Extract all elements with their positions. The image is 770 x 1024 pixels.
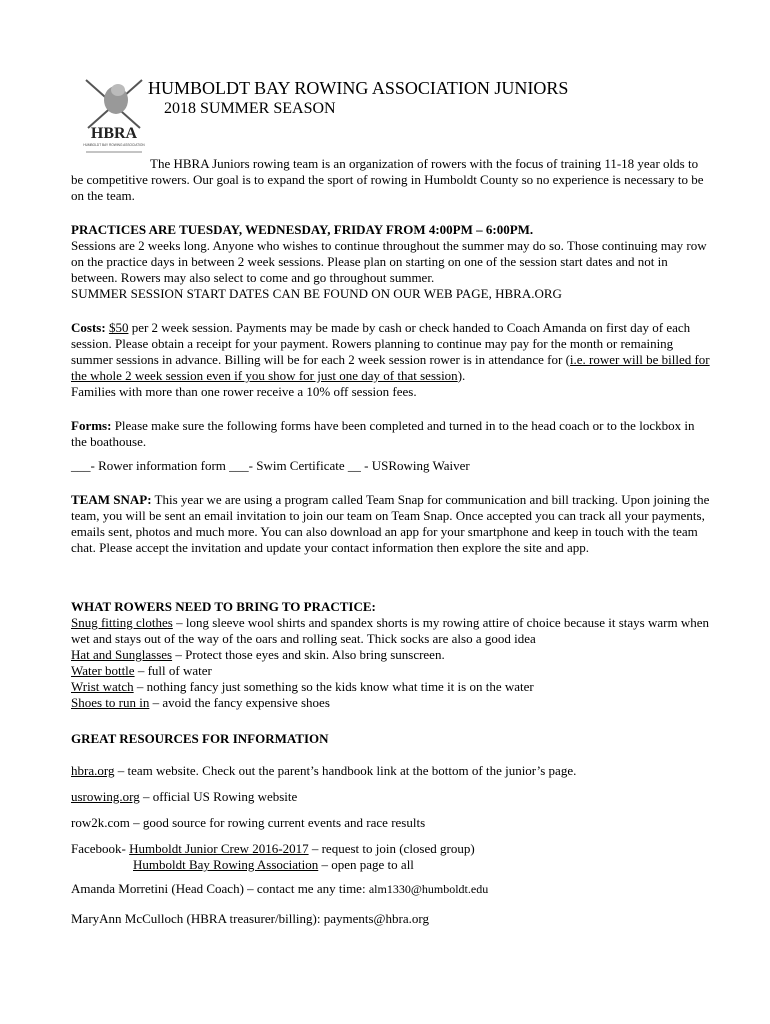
bring-item-label: Wrist watch	[71, 679, 134, 694]
costs-amount: $50	[108, 320, 129, 335]
costs-paragraph: Costs: $50 per 2 week session. Payments may be made by cash or check handed to Coach Amanda on first day of each session. Please obtain a receipt for your payment. Rowers planning to continue may pay for the month or remaining summer sessions in advance. Billing will be for each 2 week session rower is in attendance for (i.e. rower will be billed for the whole 2 week session even if you show for just one day of that session).	[71, 320, 710, 383]
forms-checklist: ___- Rower information form ___- Swim Certificate __ - USRowing Waiver	[71, 458, 470, 473]
fb-page-desc: – open page to all	[318, 857, 414, 872]
team-snap-section	[71, 492, 711, 556]
practices-body: Sessions are 2 weeks long. Anyone who wishes to continue throughout the summer may do so. Those continuing may row on the practice days in between 2 week sessions. Please plan on starting on one of the session start dates and not in between. Rowers may also select to come and go throughout summer.	[71, 238, 707, 285]
resource-row2k: row2k.com – good source for rowing current events and race results	[71, 815, 426, 830]
page-subtitle: 2018 SUMMER SEASON	[164, 100, 336, 117]
bring-item-desc: – nothing fancy just something so the kids know what time it is on the water	[133, 679, 534, 694]
coach-text: Amanda Morretini (Head Coach) – contact me any time:	[71, 881, 369, 896]
bring-item-label: Water bottle	[71, 663, 135, 678]
costs-underlined: i.e. rower will be billed for the whole 2 week session even if you show for just one day of that session	[71, 352, 710, 383]
bring-item	[71, 647, 711, 663]
resources-section	[71, 731, 711, 873]
bring-item-label: Shoes to run in	[71, 695, 150, 710]
intro-section	[71, 156, 711, 204]
bring-item-label: Hat and Sunglasses	[71, 647, 173, 662]
costs-section	[71, 320, 711, 400]
costs-label: Costs	[71, 320, 102, 335]
intro-paragraph: The HBRA Juniors rowing team is an organization of rowers with the focus of training 11-18 year olds to be competitive rowers. Our goal is to expand the sport of rowing in Humboldt County so no experience is necessary to be on the team.	[71, 156, 704, 203]
logo-subtext: HUMBOLDT BAY ROWING ASSOCIATION	[83, 143, 145, 147]
hbra-link[interactable]: hbra.org	[71, 763, 115, 778]
hbra-logo	[78, 70, 150, 160]
bring-heading: WHAT ROWERS NEED TO BRING TO PRACTICE:	[71, 599, 376, 614]
costs-body: per 2 week session. Payments may be made by cash or check handed to Coach Amanda on first day of each session. Please obtain a receipt for your payment. Rowers planning to continue may pay for the month or remaining summer sessions in advance. Billing will be for each 2 week session rower is in attendance for (	[71, 320, 691, 367]
resource-hbra	[71, 763, 711, 779]
hbra-desc: – team website. Check out the parent’s handbook link at the bottom of the junior’s page.	[114, 763, 577, 778]
forms-section	[71, 418, 711, 474]
bring-item-desc: – long sleeve wool shirts and spandex shorts is my rowing attire of choice because it stays warm when wet and stays out of the way of the oars and rolling seat. Thick socks are also a good idea	[71, 615, 709, 646]
logo-text: HBRA	[90, 125, 138, 142]
contact-coach	[71, 881, 711, 897]
bring-item-desc: – Protect those eyes and skin. Also bring sunscreen.	[172, 647, 445, 662]
team-snap-label: TEAM SNAP:	[71, 492, 152, 507]
contacts-section	[71, 881, 711, 927]
team-snap-body: This year we are using a program called Team Snap for communication and bill tracking. Upon joining the team, you will be sent an email invitation to join our team on Team Snap. Once accepted you can track all your payments, emails sent, photos and much more. You can also download an app for your smartphone and keep in touch with the team chat. Please accept the invitation and update your contact information then explore the site and app.	[71, 492, 710, 555]
practices-section	[71, 222, 711, 302]
practices-note: SUMMER SESSION START DATES CAN BE FOUND ON OUR WEB PAGE, HBRA.ORG	[71, 286, 562, 301]
costs-discount: Families with more than one rower receive a 10% off session fees.	[71, 384, 417, 399]
resource-facebook	[71, 841, 711, 857]
forms-paragraph	[71, 418, 711, 450]
usrowing-link[interactable]: usrowing.org	[71, 789, 140, 804]
costs-close: ).	[457, 368, 466, 383]
fb-group-link[interactable]: Humboldt Junior Crew 2016-2017	[129, 841, 309, 856]
resource-usrowing	[71, 789, 711, 805]
bring-item-desc: – avoid the fancy expensive shoes	[149, 695, 330, 710]
bring-item	[71, 615, 711, 647]
page-title: HUMBOLDT BAY ROWING ASSOCIATION JUNIORS	[148, 78, 569, 98]
resources-heading: GREAT RESOURCES FOR INFORMATION	[71, 731, 329, 746]
usrowing-desc: – official US Rowing website	[139, 789, 298, 804]
fb-group-desc: – request to join (closed group)	[308, 841, 475, 856]
team-snap-paragraph	[71, 492, 711, 556]
resource-facebook-page	[71, 857, 711, 873]
forms-body: Please make sure the following forms have been completed and turned in to the head coach or to the lockbox in the boathouse.	[71, 418, 695, 449]
practices-heading: PRACTICES ARE TUESDAY, WEDNESDAY, FRIDAY FROM 4:00PM – 6:00PM.	[71, 222, 534, 237]
coach-email: alm1330@humboldt.edu	[368, 882, 489, 896]
bring-item-desc: – full of water	[134, 663, 212, 678]
bring-item	[71, 695, 711, 711]
bring-item	[71, 663, 711, 679]
bring-section	[71, 599, 711, 711]
bring-item-label: Snug fitting clothes	[71, 615, 173, 630]
facebook-label: Facebook-	[71, 841, 130, 856]
contact-treasurer: MaryAnn McCulloch (HBRA treasurer/billing): payments@hbra.org	[71, 911, 429, 926]
bring-item	[71, 679, 711, 695]
fb-page-link[interactable]: Humboldt Bay Rowing Association	[133, 857, 319, 872]
forms-label: Forms:	[71, 418, 112, 433]
